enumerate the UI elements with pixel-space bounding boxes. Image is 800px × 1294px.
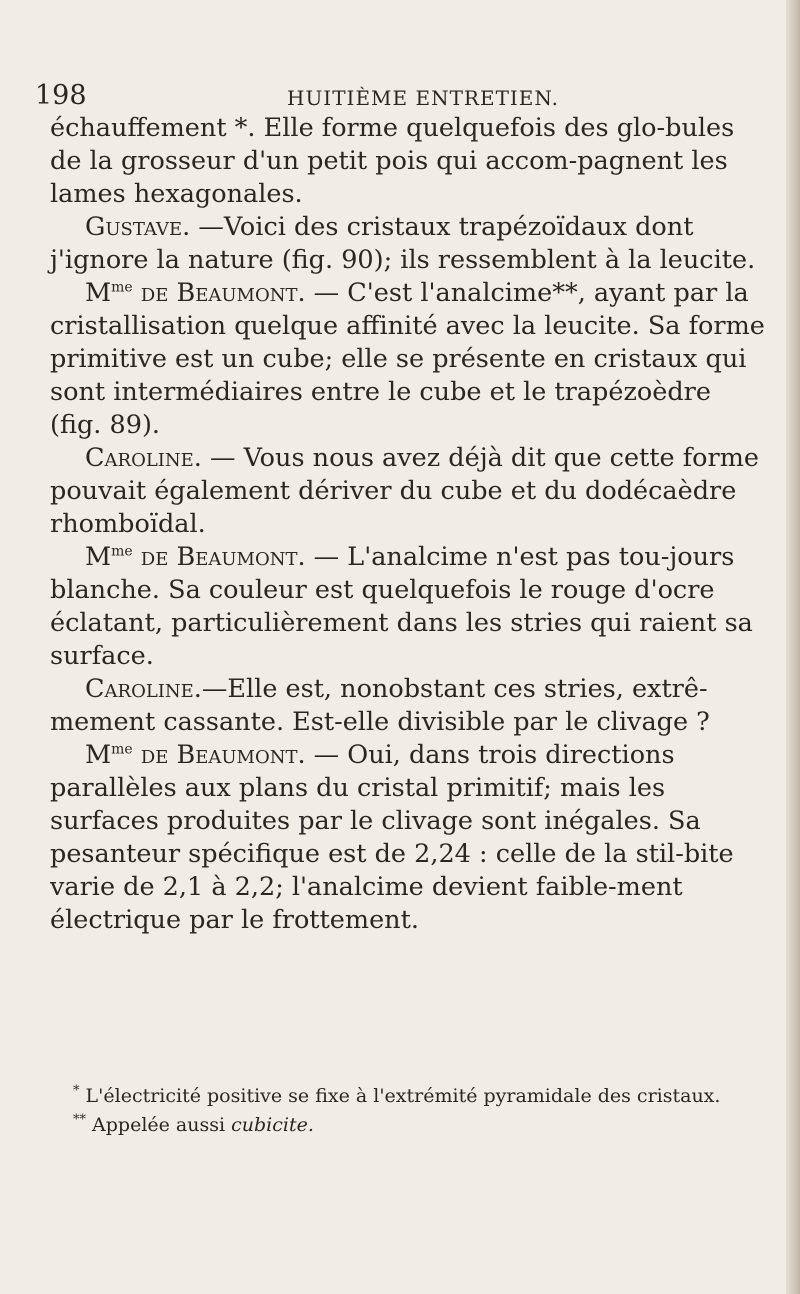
paragraph [50,277,768,442]
footnotes [50,1082,768,1140]
speaker-title-sup: me [111,279,133,296]
footnote-marker: ** [73,1112,86,1128]
paragraph-text: — Vous nous avez déjà dit que cette forme pouvait également dériver du cube et du dodécaèdre rhomboïdal. [50,443,759,539]
speaker-title: M [85,740,112,770]
paragraph [50,673,768,739]
paragraph [50,739,768,937]
paragraph [50,211,768,277]
speaker-name: Caroline. [85,674,202,704]
page-number: 198 [35,80,87,111]
paragraph-text: — C'est l'analcime**, ayant par la cristallisation quelque affinité avec la leucite. Sa forme primitive est un cube; elle se présente en cristaux qui sont intermédiaires entre le cube et le trapézoèdre (fig. 89). [50,278,765,440]
paragraph [50,541,768,673]
speaker-name: de Beaumont. [132,740,306,770]
speaker-title-sup: me [111,741,133,758]
footnote-marker: * [73,1083,80,1099]
paragraph-text: — Oui, dans trois directions parallèles aux plans du cristal primitif; mais les surfaces produites par le clivage sont inégales. Sa pesanteur spécifique est de 2,24 : celle de la stil-bite varie de 2,1 à 2,2; l'analcime devient faible-ment électrique par le frottement. [50,740,734,935]
footnote-text: Appelée aussi [86,1114,232,1136]
paragraph-text: échauffement *. Elle forme quelquefois des glo-bules de la grosseur d'un petit pois qui accom-pagnent les lames hexagonales. [50,113,735,209]
body-text [50,112,768,937]
paragraph-text: —Elle est, nonobstant ces stries, extrê-mement cassante. Est-elle divisible par le clivage ? [50,674,710,737]
page-header [35,80,775,110]
footnote [50,1082,768,1111]
paragraph-text: —Voici des cristaux trapézoïdaux dont j'ignore la nature (fig. 90); ils ressemblent à la leucite. [50,212,756,275]
speaker-name: Gustave. [85,212,191,242]
speaker-name: Caroline. [85,443,202,473]
footnote [50,1111,768,1140]
speaker-title: M [85,542,112,572]
speaker-title: M [85,278,112,308]
paragraph [50,112,768,211]
paragraph-text: — L'analcime n'est pas tou-jours blanche. Sa couleur est quelquefois le rouge d'ocre éclatant, particulièrement dans les stries qui raient sa surface. [50,542,753,671]
book-spine-edge [786,0,800,1294]
running-head: HUITIÈME ENTRETIEN. [287,86,559,110]
speaker-title-sup: me [111,543,133,560]
footnote-text: L'électricité positive se fixe à l'extrémité pyramidale des cristaux. [79,1085,721,1107]
speaker-name: de Beaumont. [132,542,306,572]
footnote-italic-term: cubicite. [231,1114,314,1136]
speaker-name: de Beaumont. [132,278,306,308]
paragraph [50,442,768,541]
